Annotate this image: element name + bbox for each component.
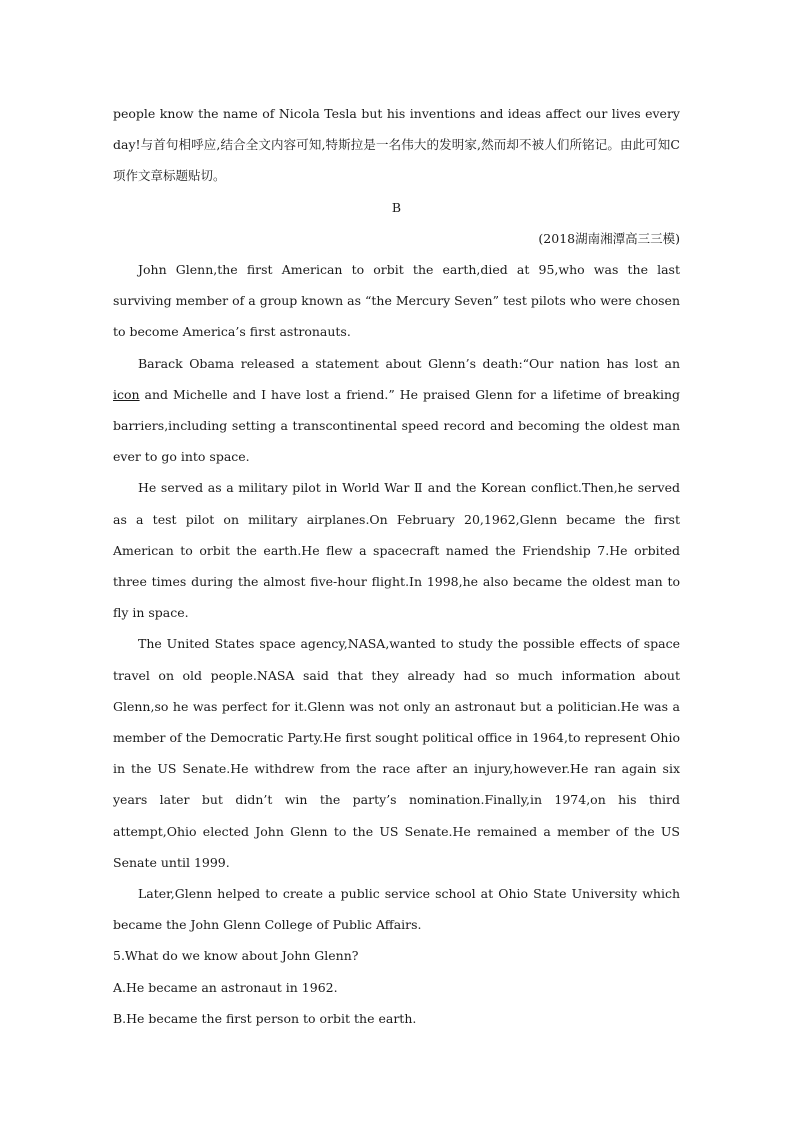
passage-paragraph-1: John Glenn,the first American to orbit the earth,died at 95,who was the last surviving member of a group known as “the Mercury Seven” test pilots who were chosen to become America’s first astronauts. bbox=[113, 262, 680, 340]
option-b: B.He became the first person to orbit the earth. bbox=[113, 1010, 417, 1026]
question-stem: 5.What do we know about John Glenn? bbox=[113, 948, 359, 964]
passage-paragraph-4: The United States space agency,NASA,wanted to study the possible effects of space travel on old people.NASA said that they already had so much information about Glenn,so he was perfect for it.Glenn was not only an astronaut but a politician.He was a member of the Democratic Party.He first sought political office in 1964,to represent Ohio in the US Senate.He withdrew from the race after an injury,however.He ran again six years later but didn’t win the party’s nomination.Finally,in 1974,on his third attempt,Ohio elected John Glenn to the US Senate.He remained a member of the US Senate until 1999. bbox=[113, 636, 680, 870]
passage-paragraph-5: Later,Glenn helped to create a public service school at Ohio State University which became the John Glenn College of Public Affairs. bbox=[113, 886, 680, 933]
paragraph-2-text-end: and Michelle and I have lost a friend.” He praised Glenn for a lifetime of breaking barriers,including setting a transcontinental speed record and becoming the oldest man ever to go into space. bbox=[113, 386, 680, 465]
passage-paragraph-3: He served as a military pilot in World War Ⅱ and the Korean conflict.Then,he served as a test pilot on military airplanes.On February 20,1962,Glenn became the first American to orbit the earth.He flew a spacecraft named the Friendship 7.He orbited three times during the almost five-hour flight.In 1998,he also became the oldest man to fly in space. bbox=[113, 480, 680, 621]
section-label: B bbox=[391, 199, 402, 215]
passage-paragraph-2 bbox=[113, 348, 680, 473]
underlined-word-icon: icon bbox=[113, 386, 140, 402]
document-page bbox=[113, 98, 680, 1034]
intro-paragraph: people know the name of Nicola Tesla but his inventions and ideas affect our lives every day!与首句相呼应,结合全文内容可知,特斯拉是一名伟大的发明家,然而却不被人们所铭记。由此可知C项作文章标题贴切。 bbox=[113, 106, 680, 184]
option-a: A.He became an astronaut in 1962. bbox=[113, 979, 338, 995]
source-note: (2018湖南湘潭高三三模) bbox=[538, 230, 680, 246]
paragraph-2-text-start: Barack Obama released a statement about Glenn’s death:“Our nation has lost an bbox=[138, 355, 680, 371]
